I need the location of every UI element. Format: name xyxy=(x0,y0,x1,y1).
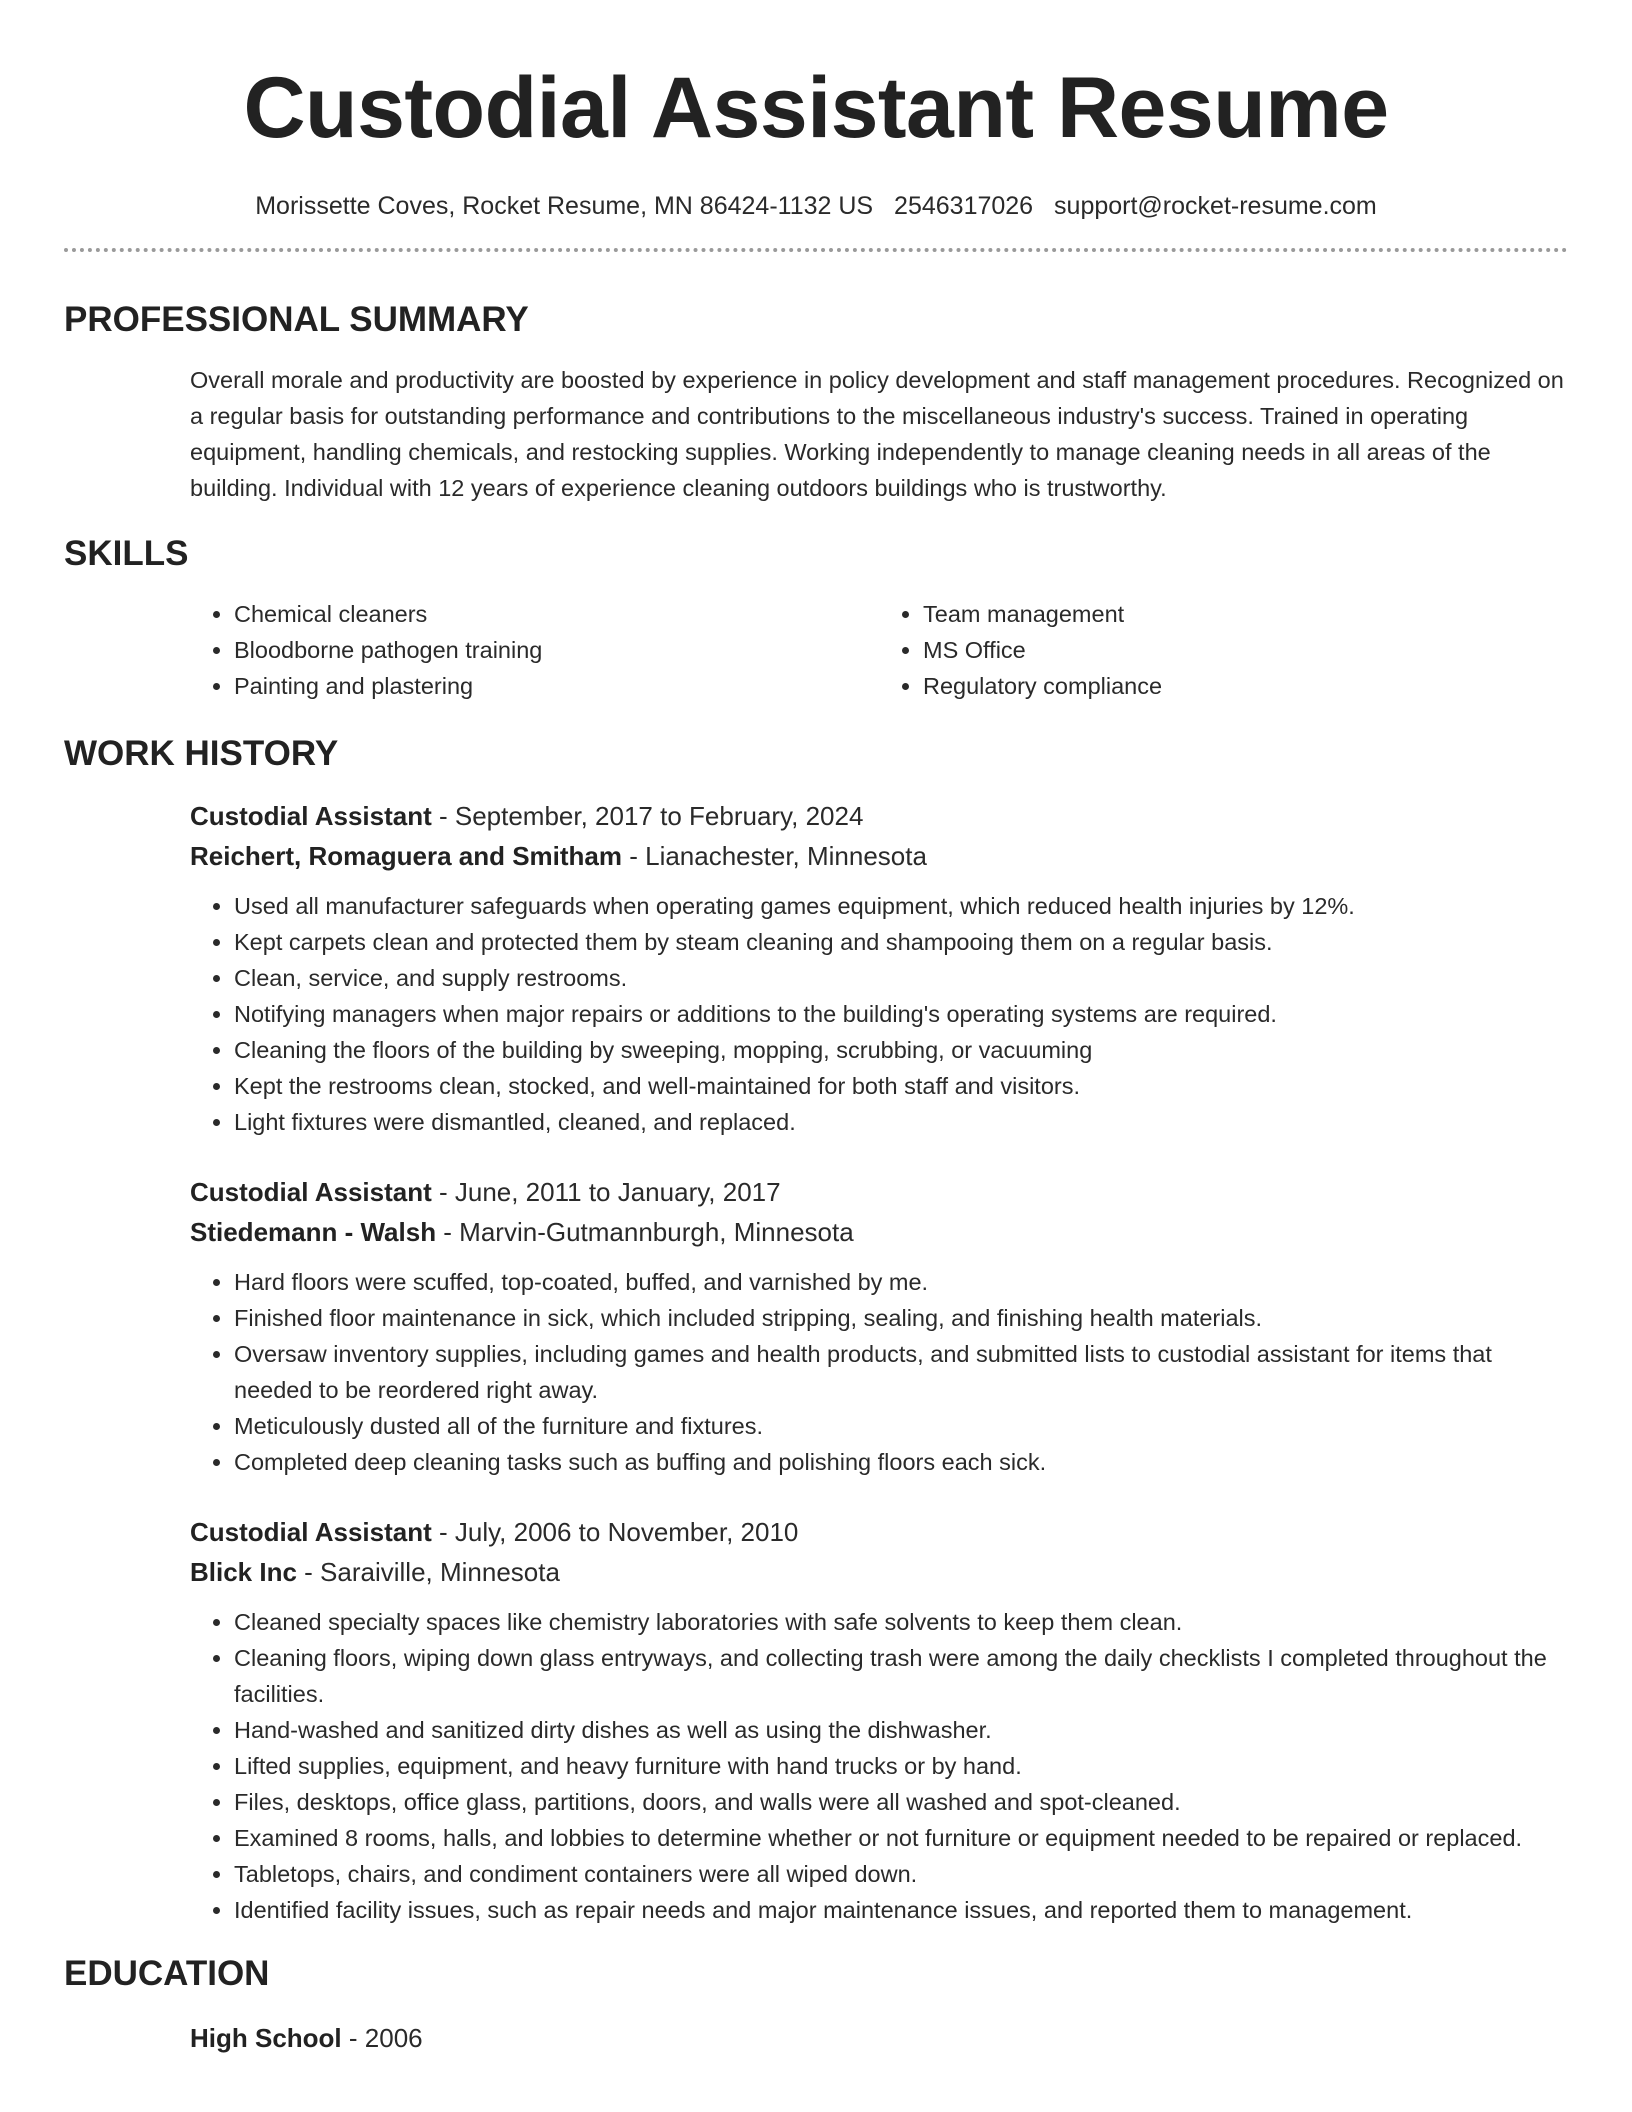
job-bullet: • Cleaning the floors of the building by sweeping, mopping, scrubbing, or vacuuming xyxy=(234,1032,1568,1068)
education-heading: EDUCATION xyxy=(64,1954,270,1993)
job-bullet: • Used all manufacturer safeguards when operating games equipment, which reduced health injuries by 12%. xyxy=(234,888,1568,924)
job-company-line xyxy=(190,1552,1568,1592)
job-location: - Lianachester, Minnesota xyxy=(622,841,927,871)
job-bullets xyxy=(190,1604,1568,1928)
job-bullet: • Clean, service, and supply restrooms. xyxy=(234,960,1568,996)
job-bullet: • Kept carpets clean and protected them by steam cleaning and shampooing them on a regular basis. xyxy=(234,924,1568,960)
job-bullets xyxy=(190,1264,1568,1480)
job-bullet: • Notifying managers when major repairs or additions to the building's operating systems are required. xyxy=(234,996,1568,1032)
education-year: - 2006 xyxy=(341,2023,423,2053)
job-dates: - September, 2017 to February, 2024 xyxy=(431,801,864,831)
job-bullet: • Light fixtures were dismantled, cleaned, and replaced. xyxy=(234,1104,1568,1140)
contact-line xyxy=(64,190,1568,222)
job-bullet: • Cleaned specialty spaces like chemistry laboratories with safe solvents to keep them clean. xyxy=(234,1604,1568,1640)
job-location: - Marvin-Gutmannburgh, Minnesota xyxy=(436,1217,854,1247)
skill-item: • Regulatory compliance xyxy=(923,668,1568,704)
job-bullet: • Hand-washed and sanitized dirty dishes as well as using the dishwasher. xyxy=(234,1712,1568,1748)
skill-item: • Painting and plastering xyxy=(234,668,879,704)
job-entry xyxy=(190,1512,1568,1928)
summary-heading: PROFESSIONAL SUMMARY xyxy=(64,300,529,339)
job-dates: - June, 2011 to January, 2017 xyxy=(431,1177,781,1207)
job-title-line xyxy=(190,796,1568,836)
job-title: Custodial Assistant xyxy=(190,801,432,831)
job-bullet: • Lifted supplies, equipment, and heavy furniture with hand trucks or by hand. xyxy=(234,1748,1568,1784)
job-company-line xyxy=(190,1212,1568,1252)
resume-title: Custodial Assistant Resume xyxy=(243,60,1389,156)
work-heading: WORK HISTORY xyxy=(64,734,339,773)
education-section xyxy=(64,1952,1568,2058)
summary-section xyxy=(64,298,1568,506)
skill-item: • MS Office xyxy=(923,632,1568,668)
job-bullet: • Files, desktops, office glass, partitions, doors, and walls were all washed and spot-cleaned. xyxy=(234,1784,1568,1820)
job-bullet: • Identified facility issues, such as repair needs and major maintenance issues, and reported them to management. xyxy=(234,1892,1568,1928)
education-entry xyxy=(190,2018,1568,2058)
job-company-line xyxy=(190,836,1568,876)
contact-email[interactable]: support@rocket-resume.com xyxy=(1054,192,1377,220)
skill-item: • Team management xyxy=(923,596,1568,632)
job-bullet: • Kept the restrooms clean, stocked, and well-maintained for both staff and visitors. xyxy=(234,1068,1568,1104)
job-bullet: • Tabletops, chairs, and condiment containers were all wiped down. xyxy=(234,1856,1568,1892)
contact-address: Morissette Coves, Rocket Resume, MN 86424-1132 US xyxy=(255,192,874,220)
skills-heading: SKILLS xyxy=(64,534,189,573)
job-title: Custodial Assistant xyxy=(190,1177,432,1207)
job-title: Custodial Assistant xyxy=(190,1517,432,1547)
job-bullet: • Cleaning floors, wiping down glass entryways, and collecting trash were among the daily checklists I completed throughout the facilities. xyxy=(234,1640,1568,1712)
job-bullet: • Examined 8 rooms, halls, and lobbies to determine whether or not furniture or equipment needed to be repaired or replaced. xyxy=(234,1820,1568,1856)
skills-list-left xyxy=(190,596,879,704)
job-title-line xyxy=(190,1172,1568,1212)
job-bullets xyxy=(190,888,1568,1140)
skills-list-right xyxy=(879,596,1568,704)
job-company: Stiedemann - Walsh xyxy=(190,1217,437,1247)
skills-section xyxy=(64,532,1568,704)
job-company: Blick Inc xyxy=(190,1557,297,1587)
job-dates: - July, 2006 to November, 2010 xyxy=(431,1517,799,1547)
job-bullet: • Hard floors were scuffed, top-coated, buffed, and varnished by me. xyxy=(234,1264,1568,1300)
job-bullet: • Meticulously dusted all of the furniture and fixtures. xyxy=(234,1408,1568,1444)
skill-item: • Bloodborne pathogen training xyxy=(234,632,879,668)
job-bullet: • Completed deep cleaning tasks such as buffing and polishing floors each sick. xyxy=(234,1444,1568,1480)
header-divider xyxy=(64,248,1568,252)
job-bullet: • Finished floor maintenance in sick, which included stripping, sealing, and finishing health materials. xyxy=(234,1300,1568,1336)
contact-phone: 2546317026 xyxy=(894,192,1034,220)
skills-columns xyxy=(190,596,1568,704)
job-entry xyxy=(190,1172,1568,1480)
job-bullet: • Oversaw inventory supplies, including games and health products, and submitted lists to custodial assistant for items that needed to be reordered right away. xyxy=(234,1336,1568,1408)
job-title-line xyxy=(190,1512,1568,1552)
job-entry xyxy=(190,796,1568,1140)
job-location: - Saraiville, Minnesota xyxy=(296,1557,560,1587)
education-degree: High School xyxy=(190,2023,342,2053)
skill-item: • Chemical cleaners xyxy=(234,596,879,632)
summary-text: Overall morale and productivity are boosted by experience in policy development and staff management procedures. Recognized on a regular basis for outstanding performance and contributions to the miscellaneous industry's success. Trained in operating equipment, handling chemicals, and restocking supplies. Working independently to manage cleaning needs in all areas of the building. Individual with 12 years of experience cleaning outdoors buildings who is trustworthy. xyxy=(190,367,1564,501)
work-section xyxy=(64,732,1568,1928)
job-company: Reichert, Romaguera and Smitham xyxy=(190,841,622,871)
